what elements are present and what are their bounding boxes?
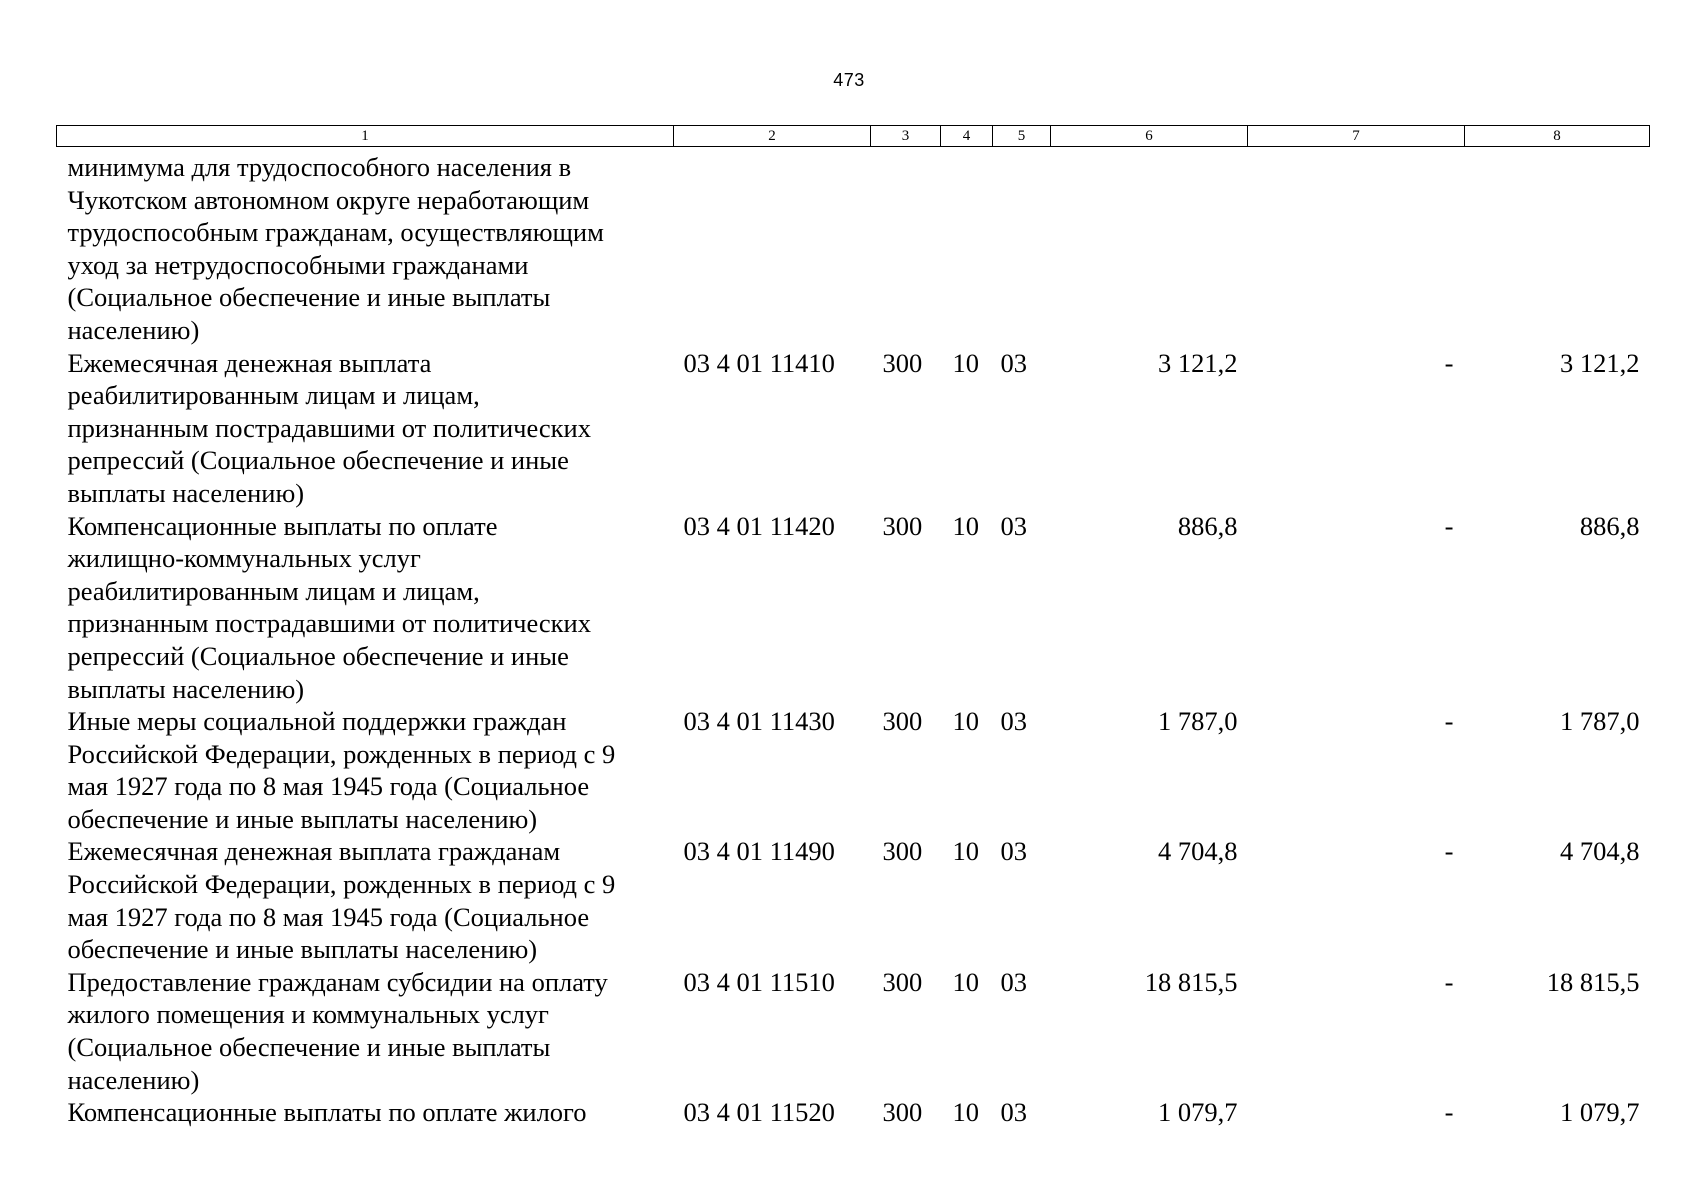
amount-col8-cell: 1 787,0 (1560, 706, 1640, 737)
amount-col8-cell: 1 079,7 (1560, 1097, 1640, 1128)
section-cell: 10 (952, 347, 979, 378)
column-header-8: 8 (1465, 126, 1650, 147)
subsection-cell: 03 (1000, 510, 1027, 541)
table-row (57, 1096, 1650, 1129)
column-header-2: 2 (674, 126, 871, 147)
row-name-line: жилищно-коммунальных услуг (67, 543, 421, 574)
budget-code-cell: 03 4 01 11430 (683, 706, 835, 737)
column-number-row (57, 126, 1650, 147)
amount-col6-cell (1051, 147, 1248, 347)
row-name-cell (57, 835, 674, 965)
row-name-line: реабилитированным лицам и лицам, (67, 575, 480, 606)
section-cell: 10 (952, 966, 979, 997)
expense-type-cell: 300 (882, 836, 923, 867)
row-name-line: обеспечение и иные выплаты населению) (67, 803, 538, 834)
table-header (57, 126, 1650, 147)
row-name-line: (Социальное обеспечение и иные выплаты (67, 1032, 551, 1063)
row-name-line: Компенсационные выплаты по оплате жилого (67, 1097, 587, 1128)
row-name-line: населению) (67, 314, 200, 345)
section-cell: 10 (952, 510, 979, 541)
column-header-7: 7 (1248, 126, 1465, 147)
column-header-5: 5 (993, 126, 1051, 147)
row-name-line: Предоставление гражданам субсидии на оплату (67, 966, 608, 997)
column-header-4: 4 (941, 126, 993, 147)
expense-type-cell: 300 (882, 347, 923, 378)
expense-type-cell: 300 (882, 510, 923, 541)
subsection-cell: 03 (1000, 347, 1027, 378)
amount-col7-cell (1248, 147, 1465, 347)
row-name-line: жилого помещения и коммунальных услуг (67, 999, 549, 1030)
amount-col6-cell: 3 121,2 (1158, 347, 1238, 378)
row-name-line: (Социальное обеспечение и иные выплаты (67, 282, 551, 313)
row-name-line: Ежемесячная денежная выплата (67, 347, 432, 378)
table-row (57, 966, 1650, 1096)
table-row (57, 510, 1650, 706)
section-cell (941, 147, 993, 347)
row-name-line: трудоспособным гражданам, осуществляющим (67, 217, 604, 248)
budget-table (56, 125, 1650, 1129)
budget-code-cell: 03 4 01 11410 (683, 347, 835, 378)
row-name-line: признанным пострадавшими от политических (67, 608, 591, 639)
amount-col7-cell: - (1444, 347, 1454, 378)
subsection-cell: 03 (1000, 706, 1027, 737)
row-name-cell (57, 510, 674, 706)
amount-col7-cell: - (1444, 1097, 1454, 1128)
row-name-line: населению) (67, 1064, 200, 1095)
amount-col8-cell: 886,8 (1579, 510, 1640, 541)
amount-col8-cell (1465, 147, 1650, 347)
row-name-line: мая 1927 года по 8 мая 1945 года (Социальное (67, 901, 590, 932)
amount-col6-cell: 1 079,7 (1158, 1097, 1238, 1128)
column-header-1: 1 (57, 126, 674, 147)
section-cell: 10 (952, 1097, 979, 1128)
row-name-line: уход за нетрудоспособными гражданами (67, 249, 529, 280)
row-name-line: Российской Федерации, рожденных в период с 9 (67, 738, 616, 769)
amount-col8-cell: 4 704,8 (1560, 836, 1640, 867)
row-name-line: репрессий (Социальное обеспечение и иные (67, 445, 569, 476)
row-name-line: репрессий (Социальное обеспечение и иные (67, 640, 569, 671)
row-name-cell (57, 1096, 674, 1129)
row-name-cell (57, 966, 674, 1096)
amount-col6-cell: 1 787,0 (1158, 706, 1238, 737)
row-name-line: мая 1927 года по 8 мая 1945 года (Социальное (67, 771, 590, 802)
table-row (57, 147, 1650, 347)
row-name-cell (57, 147, 674, 347)
budget-code-cell (674, 147, 871, 347)
subsection-cell: 03 (1000, 836, 1027, 867)
row-name-line: Ежемесячная денежная выплата гражданам (67, 836, 561, 867)
budget-code-cell: 03 4 01 11420 (683, 510, 835, 541)
amount-col6-cell: 4 704,8 (1158, 836, 1238, 867)
budget-code-cell: 03 4 01 11490 (683, 836, 835, 867)
subsection-cell: 03 (1000, 966, 1027, 997)
amount-col8-cell: 3 121,2 (1560, 347, 1640, 378)
expense-type-cell: 300 (882, 1097, 923, 1128)
row-name-line: Чукотском автономном округе неработающим (67, 184, 590, 215)
row-name-line: признанным пострадавшими от политических (67, 412, 591, 443)
row-name-cell (57, 705, 674, 835)
row-name-cell (57, 347, 674, 510)
row-name-line: выплаты населению) (67, 477, 305, 508)
amount-col7-cell: - (1444, 706, 1454, 737)
row-name-line: реабилитированным лицам и лицам, (67, 380, 480, 411)
row-name-line: Российской Федерации, рожденных в период с 9 (67, 869, 616, 900)
section-cell: 10 (952, 836, 979, 867)
table-body (57, 147, 1650, 1129)
section-cell: 10 (952, 706, 979, 737)
row-name-line: минимума для трудоспособного населения в (67, 152, 572, 182)
amount-col7-cell: - (1444, 836, 1454, 867)
budget-code-cell: 03 4 01 11510 (683, 966, 835, 997)
amount-col6-cell: 18 815,5 (1144, 966, 1238, 997)
page-number: 473 (833, 70, 865, 90)
amount-col7-cell: - (1444, 510, 1454, 541)
row-name-line: Иные меры социальной поддержки граждан (67, 706, 567, 737)
expense-type-cell: 300 (882, 706, 923, 737)
table-row (57, 705, 1650, 835)
amount-col6-cell: 886,8 (1177, 510, 1238, 541)
row-name-line: Компенсационные выплаты по оплате (67, 510, 498, 541)
column-header-3: 3 (871, 126, 941, 147)
table-row (57, 835, 1650, 965)
table-row (57, 347, 1650, 510)
amount-col8-cell: 18 815,5 (1546, 966, 1640, 997)
amount-col7-cell: - (1444, 966, 1454, 997)
column-header-6: 6 (1051, 126, 1248, 147)
row-name-line: обеспечение и иные выплаты населению) (67, 934, 538, 965)
expense-type-cell (871, 147, 941, 347)
subsection-cell: 03 (1000, 1097, 1027, 1128)
expense-type-cell: 300 (882, 966, 923, 997)
row-name-line: выплаты населению) (67, 673, 305, 704)
subsection-cell (993, 147, 1051, 347)
budget-code-cell: 03 4 01 11520 (683, 1097, 835, 1128)
